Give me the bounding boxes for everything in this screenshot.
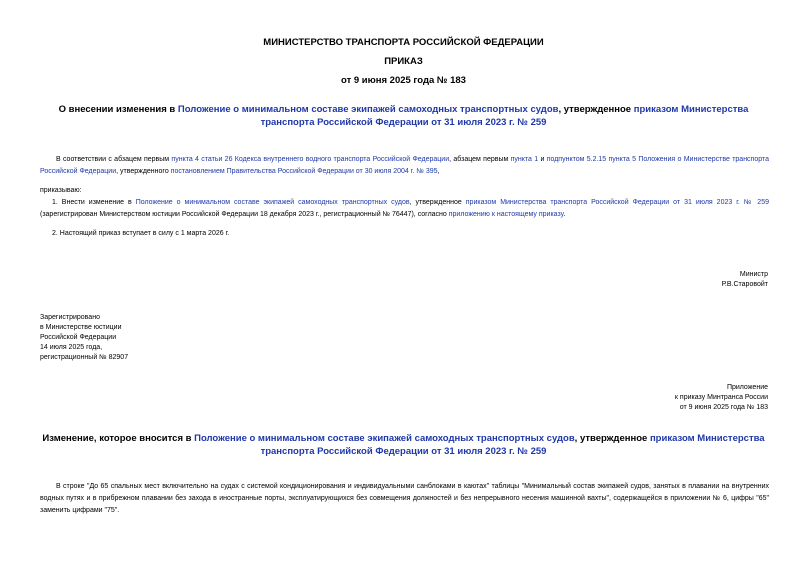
item1-order-link[interactable]: приказом Министерства транспорта Российской Федерации от 31 июля 2023 г. № 259 (465, 199, 769, 206)
registration-line-5: регистрационный № 82907 (40, 354, 129, 361)
ministry-heading: МИНИСТЕРСТВО ТРАНСПОРТА РОССИЙСКОЙ ФЕДЕРАЦИИ (263, 37, 544, 48)
government-decree-link[interactable]: постановлением Правительства Российской Федерации от 30 июля 2004 г. № 395 (170, 168, 438, 175)
order-title-middle: , утвержденное (558, 104, 634, 115)
appendix-block (675, 383, 768, 413)
subpoint-link[interactable]: подпунктом 5.2.15 пункта 5 Положения о Министерстве транспорта Российской Федерации (40, 156, 770, 175)
doc-date-heading: от 9 июня 2025 года № 183 (341, 75, 466, 86)
registration-block (40, 313, 128, 363)
item1-regulation-link[interactable]: Положение о минимальном составе экипажей самоходных транспортных судов (135, 199, 410, 206)
item1-text-4: . (563, 211, 566, 218)
signature-position: Министр (739, 271, 768, 278)
appendix-link[interactable]: приложению к настоящему приказу (448, 211, 564, 218)
signature-block (722, 270, 768, 290)
order-word: приказываю: (40, 187, 82, 194)
signature-name: Р.В.Старовойт (721, 281, 768, 288)
registration-line-1: Зарегистрировано (40, 314, 100, 321)
item1-text-1: 1. Внести изменение в (52, 199, 136, 206)
item1-text-2: , утвержденное (409, 199, 466, 206)
order-259-link[interactable]: приказом Министерства транспорта Российской Федерации от 31 июля 2023 г. № 259 (260, 104, 749, 128)
change-title-middle: , утвержденное (574, 433, 650, 444)
registration-line-3: Российской Федерации (40, 334, 117, 341)
preamble-paragraph (40, 154, 769, 178)
order-title-prefix: О внесении изменения в (58, 104, 178, 115)
preamble-text-1: В соответствии с абзацем первым (56, 156, 172, 163)
point-1-link[interactable]: пункта 1 (510, 156, 539, 163)
change-order-link[interactable]: приказом Министерства транспорта Российской Федерации от 31 июля 2023 г. № 259 (260, 433, 765, 457)
change-regulation-link[interactable]: Положение о минимальном составе экипажей самоходных транспортных судов (194, 433, 575, 444)
preamble-text-5: , (437, 168, 440, 175)
item1-text-3: (зарегистрирован Министерством юстиции Российской Федерации 18 декабря 2023 г., регистрационный № 76447), согласно (40, 211, 449, 218)
change-title-prefix: Изменение, которое вносится в (42, 433, 195, 444)
regulation-link[interactable]: Положение о минимальном составе экипажей самоходных транспортных судов (177, 104, 559, 115)
doc-type-heading: ПРИКАЗ (384, 56, 423, 67)
order-title (40, 103, 767, 129)
preamble-text-2: , абзацем первым (449, 156, 511, 163)
item-2-paragraph: 2. Настоящий приказ вступает в силу с 1 марта 2026 г. (52, 230, 230, 237)
appendix-line-1: Приложение (726, 384, 768, 391)
appendix-line-2: к приказу Минтранса России (674, 394, 768, 401)
change-body-paragraph: В строке "До 65 спальных мест включительно на судах с системой кондиционирования и индивидуальными санблоками в каютах" таблицы "Минимальный состав экипажей судов, занятых в плавании на внутренних водных путях и в прибрежном плавании без захода в иностранные порты, эксплуатирующихся без совмещения должностей и без непрерывного несения машинной вахты", содержащейся в приложении № 6, цифры "65" заменить цифрами "75". (40, 483, 769, 514)
registration-line-4: 14 июля 2025 года, (40, 344, 103, 351)
appendix-line-3: от 9 июня 2025 года № 183 (679, 404, 768, 411)
code-article-link[interactable]: пункта 4 статьи 26 Кодекса внутреннего водного транспорта Российской Федерации (171, 156, 450, 163)
change-title (40, 432, 767, 458)
registration-line-2: в Министерстве юстиции (40, 324, 122, 331)
item-1-paragraph (40, 197, 769, 221)
preamble-text-3: и (538, 156, 547, 163)
preamble-text-4: , утвержденного (116, 168, 171, 175)
